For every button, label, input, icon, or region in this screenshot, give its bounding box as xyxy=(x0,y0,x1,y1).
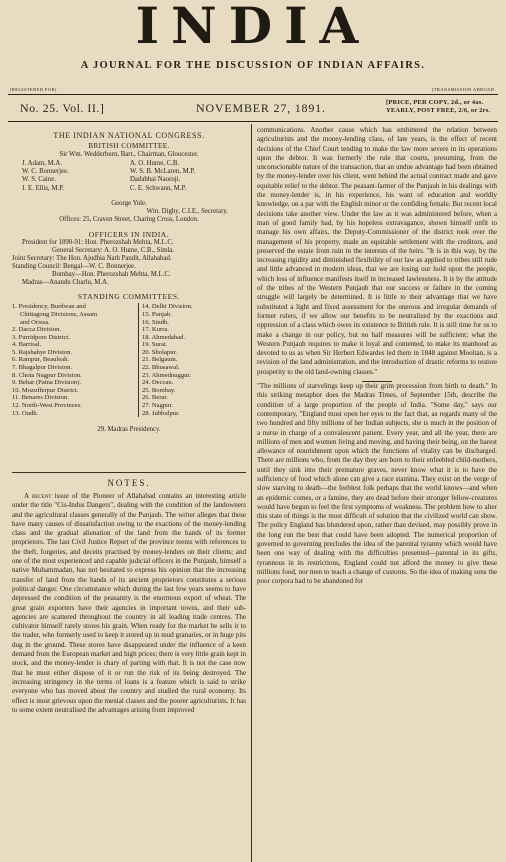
issue-rule xyxy=(8,121,498,122)
standing-council-bombay: Bombay—Hon. Pherozshah Mehta, M.L.C. xyxy=(52,271,171,279)
list-item: 9. Behar (Patna Division). xyxy=(12,379,82,387)
member: C. E. Schwann, M.P. xyxy=(130,184,187,192)
list-item: 4. Barrisal. xyxy=(12,341,42,349)
member: W. C. Bonnerjee. xyxy=(22,168,69,176)
secretary-line: Wm. Digby, C.I.E., Secretary. xyxy=(146,208,228,216)
member: W. S. Caine. xyxy=(22,176,56,184)
committee-members xyxy=(12,160,246,200)
newspaper-subtitle: A JOURNAL FOR THE DISCUSSION OF INDIAN AFFAIRS. xyxy=(80,60,426,71)
notes-paragraph xyxy=(12,492,246,715)
standing-council-line: Standing Council: Bengal—W. C. Bonnerjee. xyxy=(12,262,136,270)
general-secretary-line: General Secretary: A. O. Hume, C.B., Simla. xyxy=(52,246,175,254)
list-item-last: 29. Madras Presidency. xyxy=(97,426,161,434)
list-item: and Orissa. xyxy=(20,318,50,326)
lead-words: A recent xyxy=(24,492,52,500)
notes-rule xyxy=(12,472,246,473)
standing-committees-right xyxy=(138,303,246,417)
joint-secretary-line: Joint Secretary: The Hon. Ajudhia Nath Pandit, Allahabad. xyxy=(12,254,172,262)
committee-title: BRITISH COMMITTEE. xyxy=(88,142,170,151)
list-item: 8. Chota Nagpur Division. xyxy=(12,371,82,379)
masthead-rule xyxy=(8,94,498,95)
article-paragraph: "The millions of starvelings keep up their grim procession from birth to death." In this striking metaphor does the Madras Times, of September 15th, describe the condition of a large proportion of the people of India. "Some day," says our contemporary, "England must open her eyes to the fact that, as regards many of the two hundred and fifty millions of her Indian subjects, she is much in the position of a nurse in charge of a convalescent patient. Every year, and all the year, there are millions of men and women living and moving, and having their being, on the barest allowance of nourishment upon which the functions of vitality can be discharged. There are millions who, from the day they are born to their enfeebled child-mothers, until they sink into their premature graves, never know what it is to have the sufficiency of food which alone can give a race stamina. They exist on the verge of slow starving to death—the feeblest folk perhaps that the world knows—and when an epidemic comes, or a famine, they are dead before their stronger fellow-creatures would have begun to feel the first symptoms of weakness. The problem how to alter this state of things is the most difficult of solution that the civilized world can show. The policy England has blundered upon, rather than devised, may possibly prove in the long run the best that could have been adopted. The numerical proportion of governed to governing precludes the idea of the parental tyranny which would have been one way of dealing with the difficulties presented—parental in its gifts, tyrannous in its restrictions, England could not afford the money to give these millions food, nor men to teach a change of customs. So the idea of making sons the poor corpora had to be abandoned for xyxy=(257,382,497,586)
president-line: President for 1890-91: Hon. Pherozshah Mehta, M.L.C. xyxy=(22,238,174,246)
list-item: 17. Kurra. xyxy=(142,326,169,334)
price-line-2: YEARLY, POST FREE, 2/6, or 2rs. xyxy=(386,106,491,114)
list-item: 18. Ahmedabad. xyxy=(142,333,186,341)
list-item: 22. Bhusawal. xyxy=(142,364,180,372)
officers-title: OFFICERS IN INDIA. xyxy=(88,229,170,239)
list-item: 23. Ahmednuggur. xyxy=(142,371,191,379)
member: J. Adam, M.A. xyxy=(22,160,63,168)
issue-bar xyxy=(8,97,498,119)
list-item: 28. Jubbulpur. xyxy=(142,409,180,417)
list-item: 27. Nagpur. xyxy=(142,402,173,410)
newspaper-title: INDIA xyxy=(135,0,371,55)
list-item: 2. Dacca Division. xyxy=(12,326,62,334)
standing-council-madras: Madras—Anandu Charlu, M.A. xyxy=(22,279,109,287)
issue-date: NOVEMBER 27, 1891. xyxy=(196,101,326,115)
paragraph-text: issue of the Pioneer of Allahabad contains an interesting article under the title "Cis-Indus Dangers", dealing with the condition of the landowners and the agricultural classes generally of the Punjaub. The writer alleges that these have many causes of dissatisfaction owing to the exactions of the money-lending class and the gradual alienation of the land from the hands of its former proprietors. The last Civil Justice Report of the province teems with references to the theft, forgeries, and deceits practised by money-lenders on their clients; and one of the most experienced and capable judicial officers in the Punjaub, himself a native Muhammadan, has not hesitated to express his opinion that the increasing transfer of land from the hands of its ancient proprietors constitutes a serious political danger. One circumstance which during the last few years seems to have depressed the condition of the peasantry is the enormous export of wheat. The great grain exporters have their agencies in important towns, and their sub-agencies are scattered throughout the country in all leading trade centres. The cultivator himself rarely stores his grain. When ready for the market he sells it to the trader, who formerly used to keep it stored up in mud granaries, or in huge pits dug in the ground. These stores have disappeared under the influence of a keen demand from the European market and high prices; there is very little grain kept in stock, and the money-lender is chary of parting with that. It is not the case now that he must either dispose of it or run the risk of its being destroyed. The increasing stringency in the terms of loans is a feature which is said to strike everyone who has moved about the country and studied the rural economy. Its effect is most grievous upon the menial classes and the poorer agriculturists. It has to some extent neutralised the advantages arising from improved xyxy=(12,492,246,714)
list-item: 11. Benares Division. xyxy=(12,394,69,402)
list-item: 24. Deccan. xyxy=(142,379,174,387)
list-item: 3. Furridpore District. xyxy=(12,333,70,341)
notes-article xyxy=(12,492,246,862)
registered-note: [REGISTERED FOR] xyxy=(10,87,57,92)
list-item: 1. Presidency, Burdwan and xyxy=(12,303,86,311)
list-item: 16. Sindh. xyxy=(142,318,169,326)
masthead xyxy=(0,0,506,98)
member: J. E. Ellis, M.P. xyxy=(22,184,64,192)
issue-number: No. 25. Vol. II.] xyxy=(20,101,105,115)
right-column xyxy=(257,126,497,862)
standing-committees-title: STANDING COMMITTEES. xyxy=(77,292,181,302)
list-item: 13. Oudh. xyxy=(12,409,39,417)
member: W. S. B. McLaren, M.P. xyxy=(130,168,196,176)
list-item: 6. Rampur, Beauleah. xyxy=(12,356,70,364)
member: A. O. Hume, C.B. xyxy=(130,160,180,168)
list-item: 7. Bhagalpur Division. xyxy=(12,364,73,372)
members-left xyxy=(22,160,69,192)
list-item: 25. Bombay. xyxy=(142,386,176,394)
members-right xyxy=(130,160,195,192)
chairman-line: Sir Wm. Wedderburn, Bart., Chairman, Gloucester. xyxy=(59,151,199,159)
list-item: 15. Punjab. xyxy=(142,310,172,318)
last-member: George Yule. xyxy=(111,200,147,208)
standing-committees-left xyxy=(12,303,140,417)
column-divider xyxy=(251,124,252,862)
congress-title: THE INDIAN NATIONAL CONGRESS. xyxy=(53,131,205,140)
list-item: 14. Delhi Division. xyxy=(142,303,193,311)
price-line-1: [PRICE, PER COPY, 2d., or 4as. xyxy=(386,99,484,106)
list-item: 19. Surat. xyxy=(142,341,168,349)
offices-line: Offices: 25, Craven Street, Charing Cross, London. xyxy=(59,216,199,224)
list-item: 5. Rajshahye Division. xyxy=(12,348,73,356)
notes-title: NOTES. xyxy=(107,478,151,488)
list-item: 20. Sholapur. xyxy=(142,348,177,356)
list-item: 21. Belgaum. xyxy=(142,356,178,364)
article-paragraph: communications. Another cause which has embittered the relation between agriculturists and the money-lending class, of late years, is the effect of recent decisions of the Chief Court tending to make the law more severe in its operations upon the debtor. It was formerly the rule that courts, presuming, from the unconscionable nature of the transaction, that an undue advantage had been obtained by the money-lender over his client, went behind the actual contract made and gave equitable relief to the debtor. The peasant-farmer of the Punjaub in his dealings with the money-lender is, in his experience, his want of education and worldly knowledge, on a par with the English minor or the confiding female. But recent local decisions take another view. Under the law as it was administered before, when a man of good family had, by his hopeless extravagance, shown himself unfit to manage his own affairs, the Deputy-Commissioner of the district took over the management of his property, made an equitable settlement with the creditors, and preserved the estate from ruin in the interests of the heirs. "It is in this way, by the increasing rigidity and diminished flexibility of our law as applied to tribes still rude and little advanced in modern ideas, that we are losing our hold upon the people, which loss of influence manifests itself in increased lawlessness. It is by the attitude of the tribes of the Western Punjaub that our success or failure in the coming struggle will largely be determined. It is little to their advantage that we have substituted a light and fixed assessment for the onerous and irregular demands of former rulers, if we allow our benefits to be neutralized by the exactions and oppression of a class which owes its existence to British rule. It is still time for us to make a change in our policy, but no half measures will be sufficient; what the Western Punjaub requires to make it loyal and contented, to make its manhood as devoted to us as when Sir Herbert Edwardes led them in 1848 against Mooltan, is a revision of the land administration, and the introduction of drastic reforms to restore prosperity to the old land-owning classes." xyxy=(257,126,497,376)
list-item: 12. North-West Provinces. xyxy=(12,402,82,410)
left-column xyxy=(12,126,246,434)
member: Dadabhai Naoroji. xyxy=(130,176,181,184)
list-item: 26. Berar. xyxy=(142,394,168,402)
transmission-note: [TRANSMISSION ABROAD. xyxy=(431,87,496,92)
price-box xyxy=(386,99,490,114)
list-item: Chittagong Divisions, Assam xyxy=(20,310,98,318)
standing-committees-list xyxy=(12,303,246,425)
list-item: 10. Mozufferpur District. xyxy=(12,386,79,394)
